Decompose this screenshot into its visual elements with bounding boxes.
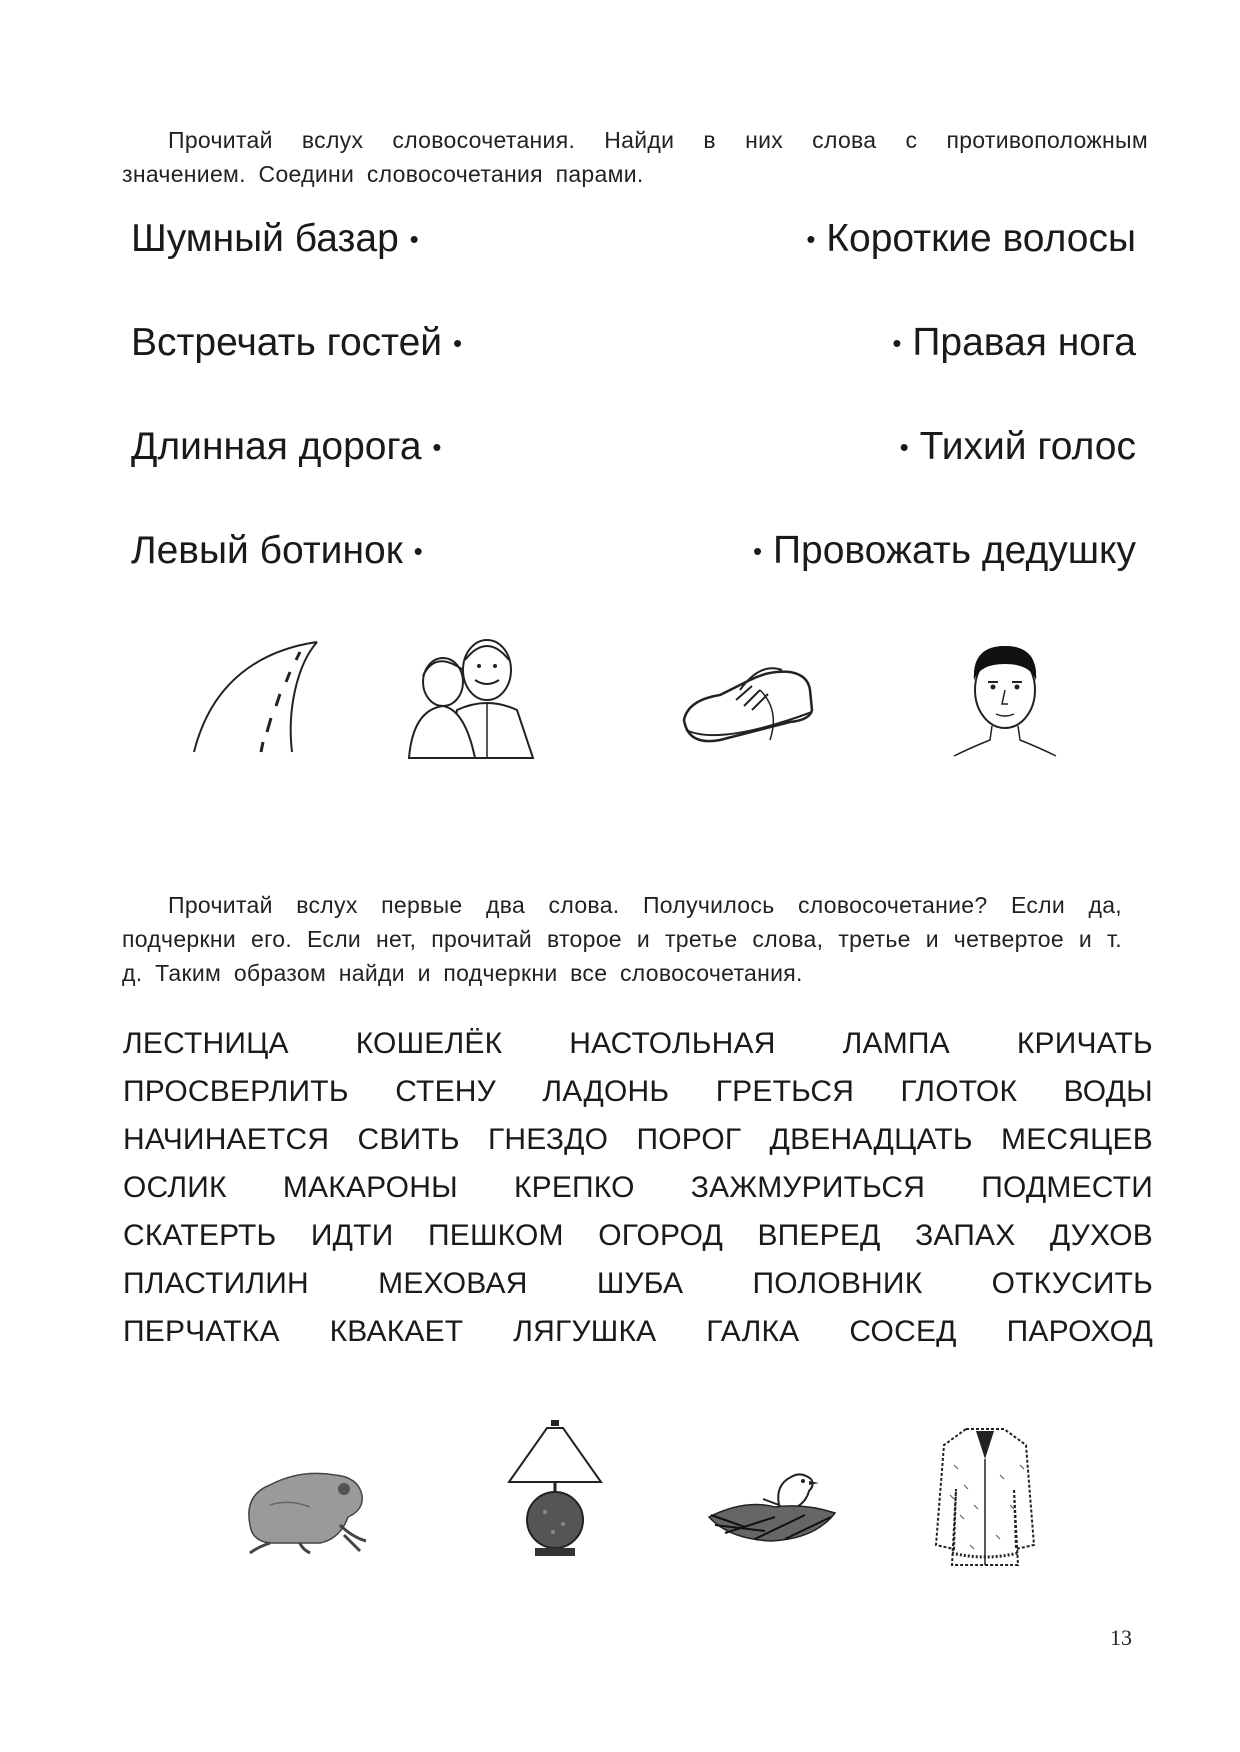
word-item[interactable]: ОСЛИК xyxy=(123,1171,227,1204)
left-phrase-3[interactable]: Длинная дорога • xyxy=(131,425,442,468)
word-item[interactable]: ПОДМЕСТИ xyxy=(981,1171,1153,1204)
bullet-point[interactable]: • xyxy=(899,431,909,462)
word-item[interactable]: ПОЛОВНИК xyxy=(752,1267,923,1300)
word-line xyxy=(123,1212,1153,1260)
word-item[interactable]: НАЧИНАЕТСЯ xyxy=(123,1123,330,1156)
word-item[interactable]: ГНЕЗДО xyxy=(487,1123,609,1156)
word-line xyxy=(123,1164,1153,1212)
word-item[interactable]: ВПЕРЕД xyxy=(757,1219,881,1252)
word-item[interactable]: ЛАДОНЬ xyxy=(542,1075,670,1108)
word-item[interactable]: СКАТЕРТЬ xyxy=(123,1219,277,1252)
word-item[interactable]: СОСЕД xyxy=(849,1315,957,1348)
word-line xyxy=(123,1068,1153,1116)
exercise2-instruction: Прочитай вслух первые два слова. Получилось словосочетание? Если да, подчеркни его. Если нет, прочитай второе и третье слова, третье и четвертое и т. д. Таким образом найди и подчеркни все словосочетания. xyxy=(122,892,1122,986)
word-item[interactable]: ИДТИ xyxy=(310,1219,394,1252)
left-phrase-1[interactable]: Шумный базар • xyxy=(131,217,419,260)
word-item[interactable]: ГЛОТОК xyxy=(900,1075,1018,1108)
word-item[interactable]: ЛЯГУШКА xyxy=(513,1315,657,1348)
word-item[interactable]: МАКАРОНЫ xyxy=(282,1171,458,1204)
word-item[interactable]: ГРЕТЬСЯ xyxy=(715,1075,855,1108)
bullet-point[interactable]: • xyxy=(413,535,423,566)
road-icon xyxy=(192,640,322,755)
word-item[interactable]: ГАЛКА xyxy=(706,1315,800,1348)
word-item[interactable]: ПРОСВЕРЛИТЬ xyxy=(123,1075,349,1108)
right-phrase-1[interactable]: • Короткие волосы xyxy=(806,217,1136,260)
word-item[interactable]: ПЛАСТИЛИН xyxy=(123,1267,309,1300)
word-item[interactable]: КВАКАЕТ xyxy=(329,1315,464,1348)
bullet-point[interactable]: • xyxy=(452,327,463,358)
exercise1-instruction: Прочитай вслух словосочетания. Найди в них слова с противоположным значением. Соедини словосочетания парами. xyxy=(122,127,1148,187)
word-line xyxy=(123,1308,1153,1356)
word-item[interactable]: КРЕПКО xyxy=(513,1171,635,1204)
word-item[interactable]: ЗАПАХ xyxy=(915,1219,1016,1252)
bullet-point[interactable]: • xyxy=(432,431,442,462)
word-item[interactable]: МЕХОВАЯ xyxy=(378,1267,528,1300)
word-item[interactable]: ЗАЖМУРИТЬСЯ xyxy=(690,1171,926,1204)
word-item[interactable]: ОТКУСИТЬ xyxy=(991,1267,1153,1300)
word-item[interactable]: СВИТЬ xyxy=(357,1123,460,1156)
word-item[interactable]: ШУБА xyxy=(596,1267,684,1300)
word-item[interactable]: МЕСЯЦЕВ xyxy=(1001,1123,1153,1156)
bullet-point[interactable]: • xyxy=(409,223,419,254)
word-item[interactable]: СТЕНУ xyxy=(395,1075,496,1108)
word-list xyxy=(123,1020,1153,1356)
right-phrase-3[interactable]: • Тихий голос xyxy=(899,425,1136,468)
left-phrase-2[interactable]: Встречать гостей • xyxy=(131,321,463,364)
bird-in-nest-icon xyxy=(705,1455,840,1550)
boy-portrait-icon xyxy=(950,640,1060,760)
word-item[interactable]: ПАРОХОД xyxy=(1006,1315,1153,1348)
page-number: 13 xyxy=(1110,1625,1132,1650)
word-item[interactable]: ВОДЫ xyxy=(1063,1075,1153,1108)
bullet-point[interactable]: • xyxy=(806,223,816,254)
word-line xyxy=(123,1116,1153,1164)
bullet-point[interactable]: • xyxy=(753,535,763,566)
shoe-icon xyxy=(680,650,820,750)
right-phrase-2[interactable]: • Правая нога xyxy=(892,321,1136,364)
word-item[interactable]: ДУХОВ xyxy=(1049,1219,1153,1252)
word-item[interactable]: ДВЕНАДЦАТЬ xyxy=(769,1123,973,1156)
bullet-point[interactable]: • xyxy=(892,327,902,358)
grandfather-and-girl-icon xyxy=(405,630,540,760)
word-item[interactable]: ЛАМПА xyxy=(842,1027,950,1060)
word-item[interactable]: ПЕРЧАТКА xyxy=(123,1315,280,1348)
frog-icon xyxy=(240,1455,375,1555)
word-item[interactable]: ПЕШКОМ xyxy=(427,1219,564,1252)
table-lamp-icon xyxy=(505,1420,605,1560)
right-phrase-4[interactable]: • Провожать дедушку xyxy=(753,529,1136,572)
left-phrase-4[interactable]: Левый ботинок • xyxy=(131,529,423,572)
word-item[interactable]: ПОРОГ xyxy=(636,1123,742,1156)
word-line xyxy=(123,1020,1153,1068)
word-item[interactable]: ОГОРОД xyxy=(598,1219,723,1252)
fur-coat-icon xyxy=(930,1425,1040,1570)
word-item[interactable]: ЛЕСТНИЦА xyxy=(123,1027,289,1060)
word-line xyxy=(123,1260,1153,1308)
word-item[interactable]: НАСТОЛЬНАЯ xyxy=(569,1027,776,1060)
word-item[interactable]: КОШЕЛЁК xyxy=(355,1027,503,1060)
word-item[interactable]: КРИЧАТЬ xyxy=(1016,1027,1153,1060)
